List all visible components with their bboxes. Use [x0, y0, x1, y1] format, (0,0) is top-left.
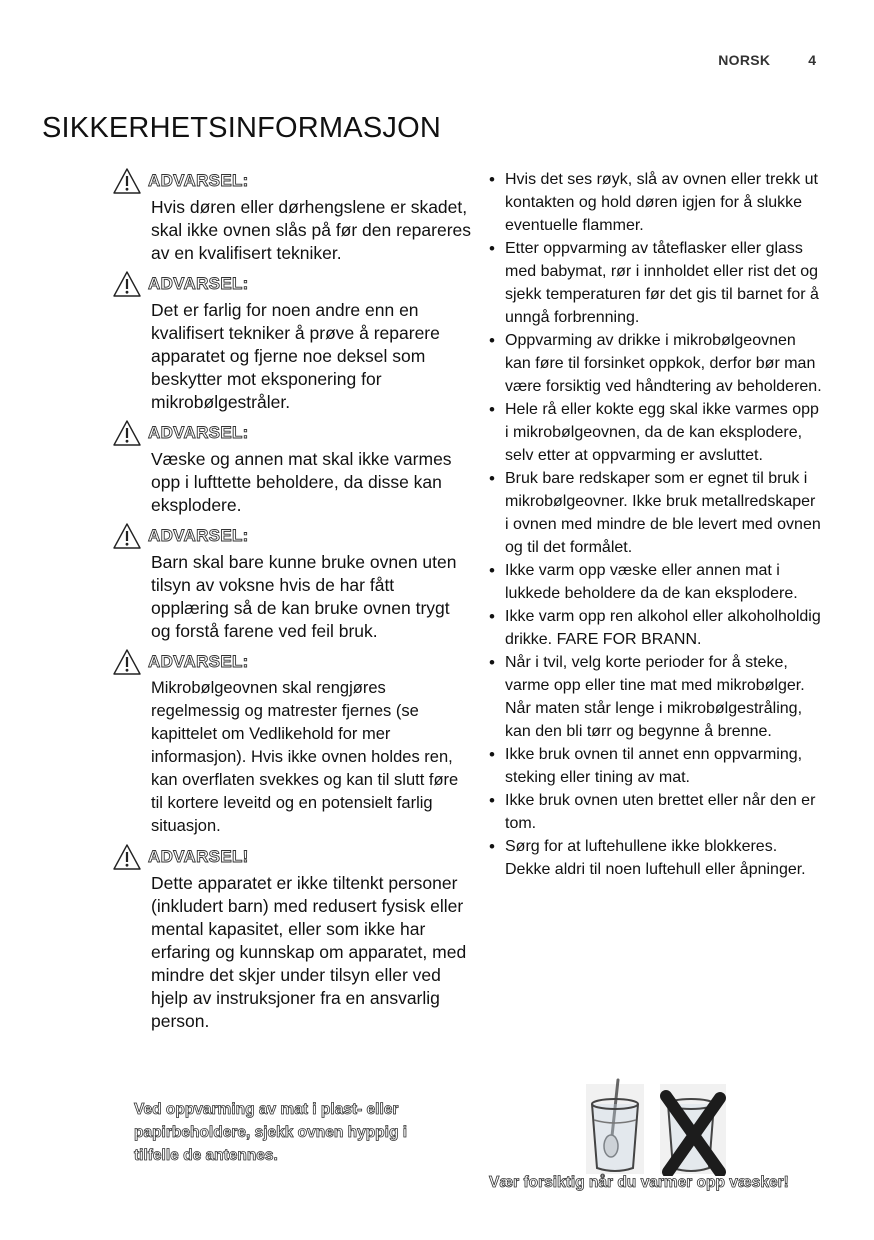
list-item: • Når i tvil, velg korte perioder for å steke, varme opp eller tine mat med mikrobølger. Når maten står lenge i mikrobølgestråling, kan den bli tørr og begynne å brenne. [486, 651, 822, 743]
warning-triangle-icon [112, 648, 142, 676]
list-item: • Hvis det ses røyk, slå av ovnen eller trekk ut kontakten og hold døren igjen for å slukke eventuelle flammer. [486, 168, 822, 237]
warning-label: ADVARSEL: [148, 423, 249, 442]
warning-label: ADVARSEL: [148, 526, 249, 545]
plastic-container-note: Ved oppvarming av mat i plast- eller papirbeholdere, sjekk ovnen hyppig i tilfelle de antennes. [134, 1101, 408, 1164]
warning-block [112, 418, 472, 517]
warning-block [112, 166, 472, 265]
warning-label: ADVARSEL: [148, 652, 249, 671]
liquid-heating-illustration [584, 1076, 734, 1176]
warning-block [112, 521, 472, 643]
warning-text: Dette apparatet er ikke tiltenkt personer (inkludert barn) med redusert fysisk eller mental kapasitet, eller som ikke har erfaring og kunnskap om apparatet, med mindre det skjer under tilsyn eller ved hjelp av instruksjoner fra en ansvarlig person. [151, 873, 467, 1031]
warning-triangle-icon [112, 419, 142, 447]
language-label: NORSK [718, 52, 771, 68]
warning-text: Væske og annen mat skal ikke varmes opp i lufttette beholdere, da disse kan eksplodere. [151, 449, 452, 515]
warning-triangle-icon [112, 167, 142, 195]
safety-bullet-list [486, 168, 822, 881]
list-item: • Hele rå eller kokte egg skal ikke varmes opp i mikrobølgeovnen, da de kan eksplodere, selv etter at oppvarming er avsluttet. [486, 398, 822, 467]
bullets-column [486, 168, 822, 881]
list-item: • Etter oppvarming av tåteflasker eller glass med babymat, rør i innholdet eller rist det og sjekk temperaturen før det gis til barnet for å unngå forbrenning. [486, 237, 822, 329]
warning-label: ADVARSEL! [148, 847, 249, 866]
empty-glass-crossed-icon [660, 1084, 726, 1174]
warning-text: Hvis døren eller dørhengslene er skadet, skal ikke ovnen slås på før den repareres av en kvalifisert tekniker. [151, 197, 472, 263]
warning-block [112, 842, 472, 1033]
warning-block [112, 269, 472, 414]
illustration-caption: Vær forsiktig når du varmer opp væsker! [489, 1174, 789, 1191]
warning-label: ADVARSEL: [148, 274, 249, 293]
list-item: • Sørg for at luftehullene ikke blokkeres. Dekke aldri til noen luftehull eller åpninger. [486, 835, 822, 881]
warning-text: Mikrobølgeovnen skal rengjøres regelmessig og matrester fjernes (se kapittelet om Vedlikehold for mer informasjon). Hvis ikke ovnen holdes ren, kan overflaten svekkes og kan til slutt føre til kortere leveitd og en potensielt farlig situasjon. [151, 679, 459, 835]
page-number: 4 [808, 52, 816, 68]
warning-label: ADVARSEL: [148, 171, 249, 190]
glass-with-spoon-icon [586, 1080, 644, 1174]
warning-triangle-icon [112, 522, 142, 550]
list-item: • Oppvarming av drikke i mikrobølgeovnen kan føre til forsinket oppkok, derfor bør man være forsiktig ved håndtering av beholderen. [486, 329, 822, 398]
list-item: • Bruk bare redskaper som er egnet til bruk i mikrobølgeovner. Ikke bruk metallredskaper i ovnen med mindre de ble levert med ovnen og til det formålet. [486, 467, 822, 559]
page-header [718, 52, 816, 68]
warning-triangle-icon [112, 843, 142, 871]
warning-triangle-icon [112, 270, 142, 298]
warning-text: Det er farlig for noen andre enn en kvalifisert tekniker å prøve å reparere apparatet og fjerne noe deksel som beskytter mot eksponering for mikrobølgestråler. [151, 300, 440, 412]
warnings-column [112, 166, 472, 1037]
list-item: • Ikke varm opp væske eller annen mat i lukkede beholdere da de kan eksplodere. [486, 559, 822, 605]
list-item: • Ikke bruk ovnen til annet enn oppvarming, steking eller tining av mat. [486, 743, 822, 789]
warning-block [112, 647, 472, 838]
warning-text: Barn skal bare kunne bruke ovnen uten tilsyn av voksne hvis de har fått opplæring så de kan bruke ovnen trygt og forstå farene ved feil bruk. [151, 552, 457, 641]
list-item: • Ikke bruk ovnen uten brettet eller når den er tom. [486, 789, 822, 835]
page-title: SIKKERHETSINFORMASJON [42, 112, 441, 144]
list-item: • Ikke varm opp ren alkohol eller alkoholholdig drikke. FARE FOR BRANN. [486, 605, 822, 651]
